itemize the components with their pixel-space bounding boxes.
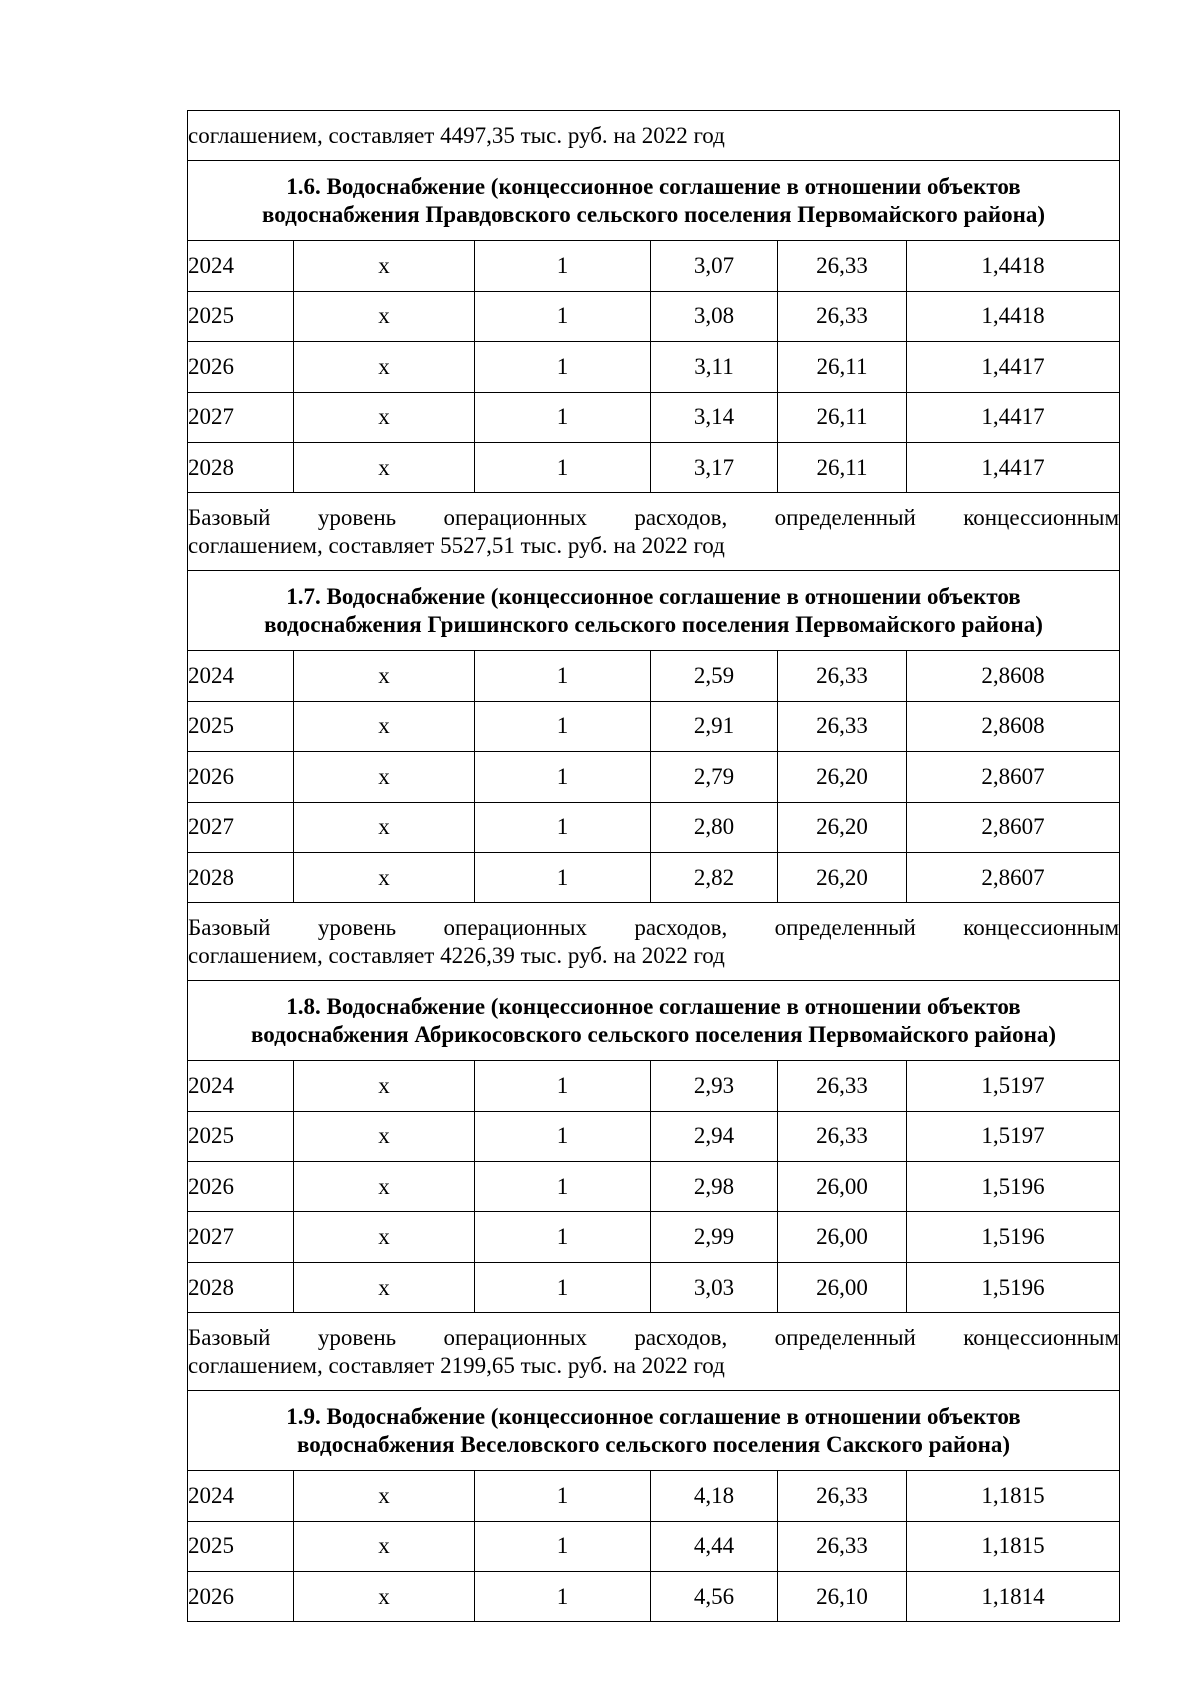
table-row [188,651,1120,701]
value-cell: 1,1815 [907,1471,1120,1521]
value-cell: 1 [475,342,651,392]
table-row [188,241,1120,291]
value-cell: 1,5197 [907,1061,1120,1111]
value-cell: 1 [475,1471,651,1521]
value-cell: 2,98 [651,1162,778,1212]
value-cell: 2,91 [651,701,778,751]
value-cell: 1,4417 [907,342,1120,392]
year-cell: 2024 [188,1471,294,1521]
note-line: Базовый уровень операционных расходов, определенный концессионным [188,914,1119,940]
note-cell [188,493,1120,571]
value-cell: 1 [475,1061,651,1111]
section-heading-line: водоснабжения Веселовского сельского поселения Сакского района) [296,1431,1011,1457]
year-cell: 2028 [188,852,294,902]
value-cell: 2,8608 [907,651,1120,701]
note-row [188,111,1120,161]
value-cell: 26,33 [778,1471,907,1521]
value-cell: 2,93 [651,1061,778,1111]
value-cell: х [294,1572,475,1622]
section-heading-line: водоснабжения Правдовского сельского поселения Первомайского района) [262,201,1045,227]
value-cell: х [294,1111,475,1161]
section-heading [188,1391,1120,1471]
year-cell: 2027 [188,392,294,442]
value-cell: х [294,1262,475,1312]
table-row [188,392,1120,442]
section-heading-line: водоснабжения Гришинского сельского поселения Первомайского района) [264,611,1043,637]
value-cell: 1 [475,442,651,492]
value-cell: 3,07 [651,241,778,291]
value-cell: 1,5197 [907,1111,1120,1161]
year-cell: 2025 [188,291,294,341]
value-cell: 26,10 [778,1572,907,1622]
note-row [188,493,1120,571]
value-cell: 2,8608 [907,701,1120,751]
value-cell: х [294,392,475,442]
table-row [188,1262,1120,1312]
value-cell: 26,20 [778,802,907,852]
value-cell: 1,4417 [907,392,1120,442]
note-cell [188,903,1120,981]
note-line: Базовый уровень операционных расходов, определенный концессионным [188,1324,1119,1350]
value-cell: 1 [475,802,651,852]
value-cell: 26,33 [778,241,907,291]
note-cell: соглашением, составляет 4497,35 тыс. руб. на 2022 год [188,111,1120,161]
value-cell: 1 [475,1572,651,1622]
table-row [188,701,1120,751]
value-cell: 1 [475,852,651,902]
table-row [188,291,1120,341]
value-cell: 26,20 [778,852,907,902]
value-cell: 2,99 [651,1212,778,1262]
value-cell: х [294,1521,475,1571]
section-heading-row [188,161,1120,241]
value-cell: 3,17 [651,442,778,492]
value-cell: 26,11 [778,392,907,442]
section-heading-line: 1.6. Водоснабжение (концессионное соглашение в отношении объектов [286,173,1021,199]
year-cell: 2026 [188,1162,294,1212]
value-cell: 1 [475,752,651,802]
value-cell: 26,11 [778,342,907,392]
value-cell: 3,11 [651,342,778,392]
section-heading-line: 1.8. Водоснабжение (концессионное соглашение в отношении объектов [286,993,1021,1019]
value-cell: 2,8607 [907,752,1120,802]
value-cell: 1 [475,1262,651,1312]
value-cell: х [294,651,475,701]
value-cell: 1,5196 [907,1162,1120,1212]
value-cell: х [294,1212,475,1262]
value-cell: 1 [475,651,651,701]
value-cell: 3,14 [651,392,778,442]
value-cell: 1,4418 [907,241,1120,291]
value-cell: 26,11 [778,442,907,492]
value-cell: 26,33 [778,1061,907,1111]
note-line: соглашением, составляет 2199,65 тыс. руб. на 2022 год [188,1352,725,1378]
note-cell [188,1313,1120,1391]
value-cell: 1 [475,1521,651,1571]
table-row [188,802,1120,852]
value-cell: х [294,241,475,291]
value-cell: 26,00 [778,1212,907,1262]
value-cell: х [294,752,475,802]
year-cell: 2025 [188,1111,294,1161]
value-cell: 4,18 [651,1471,778,1521]
section-heading-line: водоснабжения Абрикосовского сельского поселения Первомайского района) [251,1021,1056,1047]
year-cell: 2024 [188,1061,294,1111]
table-row [188,1212,1120,1262]
value-cell: 2,8607 [907,802,1120,852]
value-cell: 4,56 [651,1572,778,1622]
value-cell: 2,82 [651,852,778,902]
section-heading [188,571,1120,651]
value-cell: 26,33 [778,701,907,751]
year-cell: 2025 [188,1521,294,1571]
value-cell: 1 [475,291,651,341]
value-cell: 2,59 [651,651,778,701]
value-cell: х [294,1471,475,1521]
value-cell: х [294,442,475,492]
value-cell: 26,00 [778,1262,907,1312]
value-cell: х [294,701,475,751]
table-row [188,1162,1120,1212]
section-heading-row [188,571,1120,651]
value-cell: 26,00 [778,1162,907,1212]
year-cell: 2028 [188,442,294,492]
table-row [188,1572,1120,1622]
year-cell: 2026 [188,342,294,392]
tariff-table [187,110,1120,1622]
value-cell: 1,1815 [907,1521,1120,1571]
value-cell: х [294,342,475,392]
value-cell: 1 [475,1111,651,1161]
value-cell: 1,1814 [907,1572,1120,1622]
value-cell: 26,33 [778,1521,907,1571]
section-heading [188,161,1120,241]
table-body [188,111,1120,1622]
value-cell: х [294,852,475,902]
table-row [188,342,1120,392]
value-cell: 1 [475,701,651,751]
value-cell: 1,4417 [907,442,1120,492]
table-row [188,1471,1120,1521]
note-row [188,903,1120,981]
value-cell: 26,33 [778,291,907,341]
value-cell: 26,33 [778,1111,907,1161]
value-cell: х [294,1061,475,1111]
year-cell: 2027 [188,1212,294,1262]
value-cell: 1,5196 [907,1262,1120,1312]
year-cell: 2024 [188,651,294,701]
value-cell: 1,4418 [907,291,1120,341]
value-cell: х [294,1162,475,1212]
value-cell: 1 [475,1212,651,1262]
note-row [188,1313,1120,1391]
table-row [188,1521,1120,1571]
year-cell: 2028 [188,1262,294,1312]
note-line: Базовый уровень операционных расходов, определенный концессионным [188,504,1119,530]
value-cell: 2,79 [651,752,778,802]
section-heading-line: 1.7. Водоснабжение (концессионное соглашение в отношении объектов [286,583,1021,609]
value-cell: 2,80 [651,802,778,852]
section-heading [188,981,1120,1061]
value-cell: 3,08 [651,291,778,341]
section-heading-row [188,981,1120,1061]
value-cell: 3,03 [651,1262,778,1312]
table-row [188,1061,1120,1111]
table-row [188,442,1120,492]
value-cell: 1 [475,1162,651,1212]
year-cell: 2025 [188,701,294,751]
year-cell: 2024 [188,241,294,291]
table-row [188,1111,1120,1161]
note-line: соглашением, составляет 4226,39 тыс. руб. на 2022 год [188,942,725,968]
value-cell: 2,94 [651,1111,778,1161]
value-cell: 4,44 [651,1521,778,1571]
value-cell: 26,20 [778,752,907,802]
value-cell: 26,33 [778,651,907,701]
value-cell: 1 [475,241,651,291]
note-line: соглашением, составляет 5527,51 тыс. руб. на 2022 год [188,532,725,558]
table-row [188,752,1120,802]
year-cell: 2026 [188,1572,294,1622]
value-cell: 1 [475,392,651,442]
year-cell: 2027 [188,802,294,852]
value-cell: х [294,291,475,341]
value-cell: х [294,802,475,852]
value-cell: 1,5196 [907,1212,1120,1262]
section-heading-line: 1.9. Водоснабжение (концессионное соглашение в отношении объектов [286,1403,1021,1429]
year-cell: 2026 [188,752,294,802]
section-heading-row [188,1391,1120,1471]
table-row [188,852,1120,902]
value-cell: 2,8607 [907,852,1120,902]
